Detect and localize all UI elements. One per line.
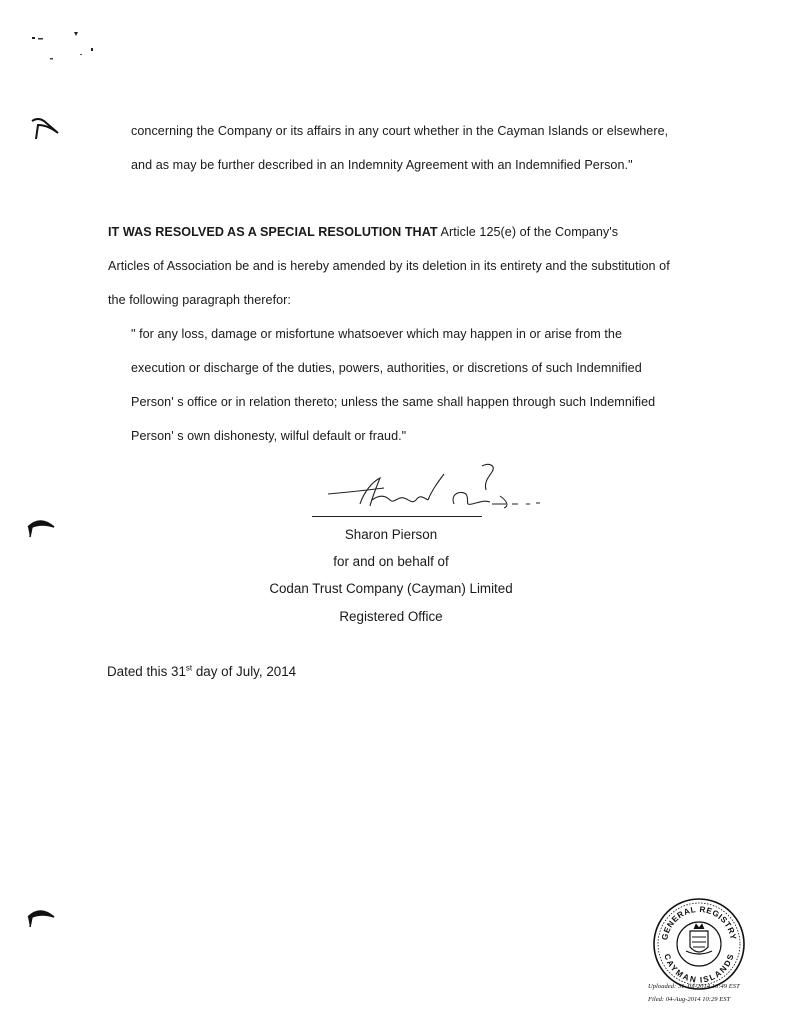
signature-line <box>312 516 482 517</box>
quoted-paragraph-line-2: execution or discharge of the duties, powers, authorities, or discretions of such Indemnified <box>131 361 642 375</box>
quoted-paragraph-line-4: Person' s own dishonesty, wilful default or fraud." <box>131 429 407 443</box>
dated-suffix: day of July, 2014 <box>192 664 297 679</box>
seal-top-text: GENERAL REGISTRY <box>660 904 738 941</box>
handwritten-signature <box>320 460 570 520</box>
dated-line <box>107 664 296 679</box>
quote-continuation-line-1: concerning the Company or its affairs in any court whether in the Cayman Islands or elsewhere, <box>131 124 669 138</box>
uploaded-stamp: Uploaded: 31-Jul-2014 16:49 EST <box>648 983 740 990</box>
resolution-line-3: the following paragraph therefor: <box>108 293 291 307</box>
filed-stamp: Filed: 04-Aug-2014 10:29 EST <box>648 996 731 1003</box>
quote-continuation-line-2: and as may be further described in an Indemnity Agreement with an Indemnified Person." <box>131 158 633 172</box>
hole-punch-mark-middle <box>26 513 58 539</box>
hole-punch-mark-bottom <box>26 903 58 929</box>
signatory-company: Codan Trust Company (Cayman) Limited <box>269 581 513 596</box>
dated-prefix: Dated this 31 <box>107 664 186 679</box>
signatory-role: Registered Office <box>339 609 443 624</box>
resolution-line-2: Articles of Association be and is hereby amended by its deletion in its entirety and the substitution of <box>108 259 670 273</box>
signatory-name: Sharon Pierson <box>344 527 438 542</box>
signatory-capacity: for and on behalf of <box>333 554 449 569</box>
scan-speck-marks <box>28 28 108 68</box>
coat-of-arms-icon <box>686 924 712 954</box>
general-registry-seal <box>652 897 746 991</box>
quoted-paragraph-line-1: " for any loss, damage or misfortune whatsoever which may happen in or arise from the <box>131 327 623 341</box>
hole-punch-mark-top <box>30 115 62 143</box>
svg-text:CAYMAN ISLANDS <box>662 953 736 985</box>
resolution-article-ref: Article 125(e) of the Company's <box>437 225 619 239</box>
resolution-line-1 <box>108 225 618 239</box>
svg-text:GENERAL REGISTRY <box>660 905 738 941</box>
dated-ordinal: st <box>185 663 193 673</box>
resolution-heading: IT WAS RESOLVED AS A SPECIAL RESOLUTION THAT <box>108 225 438 239</box>
quoted-paragraph-line-3: Person' s office or in relation thereto; unless the same shall happen through such Indemnified <box>131 395 656 409</box>
seal-bottom-text: CAYMAN ISLANDS <box>662 952 736 985</box>
